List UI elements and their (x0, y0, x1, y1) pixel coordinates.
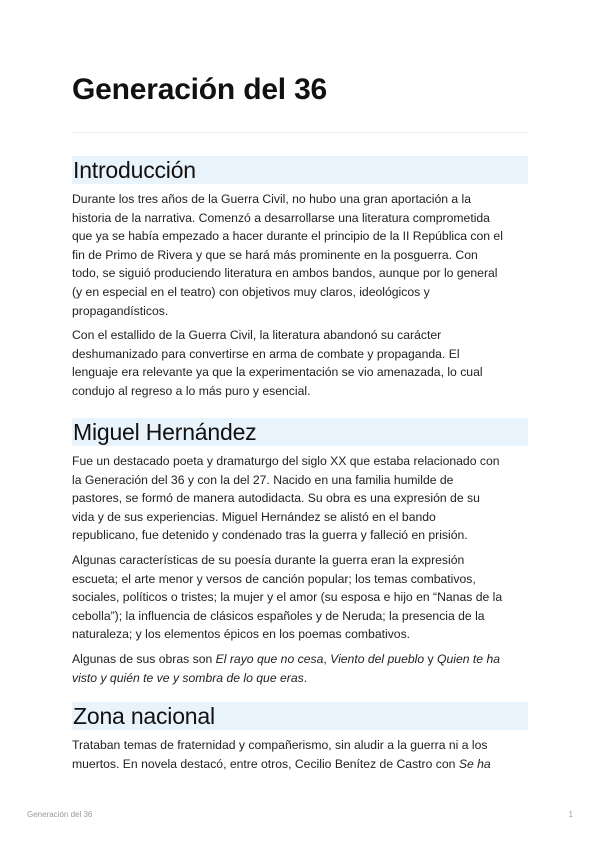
text-line: condujo al regreso a lo más puro y esencial. (72, 383, 311, 398)
section-miguel-hernandez (72, 418, 528, 687)
section-heading: Zona nacional (72, 702, 528, 730)
text-line: sociales, políticos o tristes; la mujer y el amor (su esposa e hijo en “Nanas de la (72, 590, 503, 605)
text-line: republicano, fue detenido y condenado tras la guerra y falleció en prisión. (72, 528, 468, 543)
text-line: pastores, se formó de manera autodidacta. Su obra es una expresión de su (72, 491, 480, 506)
section-zona-nacional (72, 702, 528, 773)
work-title: visto y quién te ve y sombra de lo que eras (72, 670, 304, 685)
text-line: propagandísticos. (72, 303, 169, 318)
text-line: todo, se siguió produciendo literatura en ambos bandos, aunque por lo general (72, 266, 498, 281)
separator: , (323, 651, 331, 666)
text-line: lenguaje era relevante ya que la experimentación se vio amenazada, lo cual (72, 365, 483, 380)
footer-page-number: 1 (568, 810, 573, 819)
work-title: Quien te ha (437, 651, 501, 666)
paragraph (72, 190, 528, 320)
text-line (72, 669, 528, 688)
paragraph (72, 551, 528, 644)
title-divider (72, 132, 528, 133)
section-introduccion (72, 156, 528, 401)
text-line: la Generación del 36 y con la del 27. Nacido en una familia humilde de (72, 472, 454, 487)
text-line (72, 755, 528, 774)
text-line: vida y de sus experiencias. Miguel Hernández se alistó en el bando (72, 509, 436, 524)
text-line: Fue un destacado poeta y dramaturgo del siglo XX que estaba relacionado con (72, 454, 500, 468)
text-line: Durante los tres años de la Guerra Civil, no hubo una gran aportación a la (72, 192, 472, 206)
work-title: El rayo que no cesa (215, 651, 324, 666)
text-line: deshumanizado para convertirse en arma de combate y propaganda. El (72, 346, 460, 361)
footer-document-title: Generación del 36 (27, 810, 93, 819)
section-heading: Introducción (72, 156, 528, 184)
text-line: escueta; el arte menor y versos de canción popular; los temas combativos, (72, 571, 476, 586)
text-line: (y en especial en el teatro) con objetivos muy claros, ideológicos y (72, 284, 430, 299)
text-line: historia de la narrativa. Comenzó a desarrollarse una literatura comprometida (72, 210, 490, 225)
text-line: fin de Primo de Rivera y que se hará más prominente en la posguerra. Con (72, 247, 478, 262)
paragraph (72, 736, 528, 773)
text-line: que ya se había empezado a hacer durante el principio de la II República con el (72, 229, 503, 244)
text-line: naturaleza; y los elementos épicos en los poemas combativos. (72, 627, 411, 642)
section-heading: Miguel Hernández (72, 418, 528, 446)
paragraph (72, 452, 528, 545)
text-line: Algunas características de su poesía durante la guerra eran la expresión (72, 552, 465, 567)
paragraph-works (72, 650, 528, 687)
works-intro: Algunas de sus obras son (72, 651, 216, 666)
work-title: Se ha (458, 756, 491, 771)
text-line: Con el estallido de la Guerra Civil, la literatura abandonó su carácter (72, 328, 442, 343)
document-title: Generación del 36 (72, 73, 328, 106)
work-title: Viento del pueblo (330, 651, 425, 666)
separator: y (424, 651, 438, 666)
sentence-end: . (303, 670, 308, 685)
text-segment: muertos. En novela destacó, entre otros, Cecilio Benítez de Castro con (72, 756, 459, 771)
paragraph (72, 326, 528, 400)
text-line (72, 650, 528, 669)
text-line: Trataban temas de fraternidad y compañerismo, sin aludir a la guerra ni a los (72, 738, 488, 752)
text-line: cebolla”); la influencia de clásicos españoles y de Neruda; la presencia de la (72, 608, 485, 623)
